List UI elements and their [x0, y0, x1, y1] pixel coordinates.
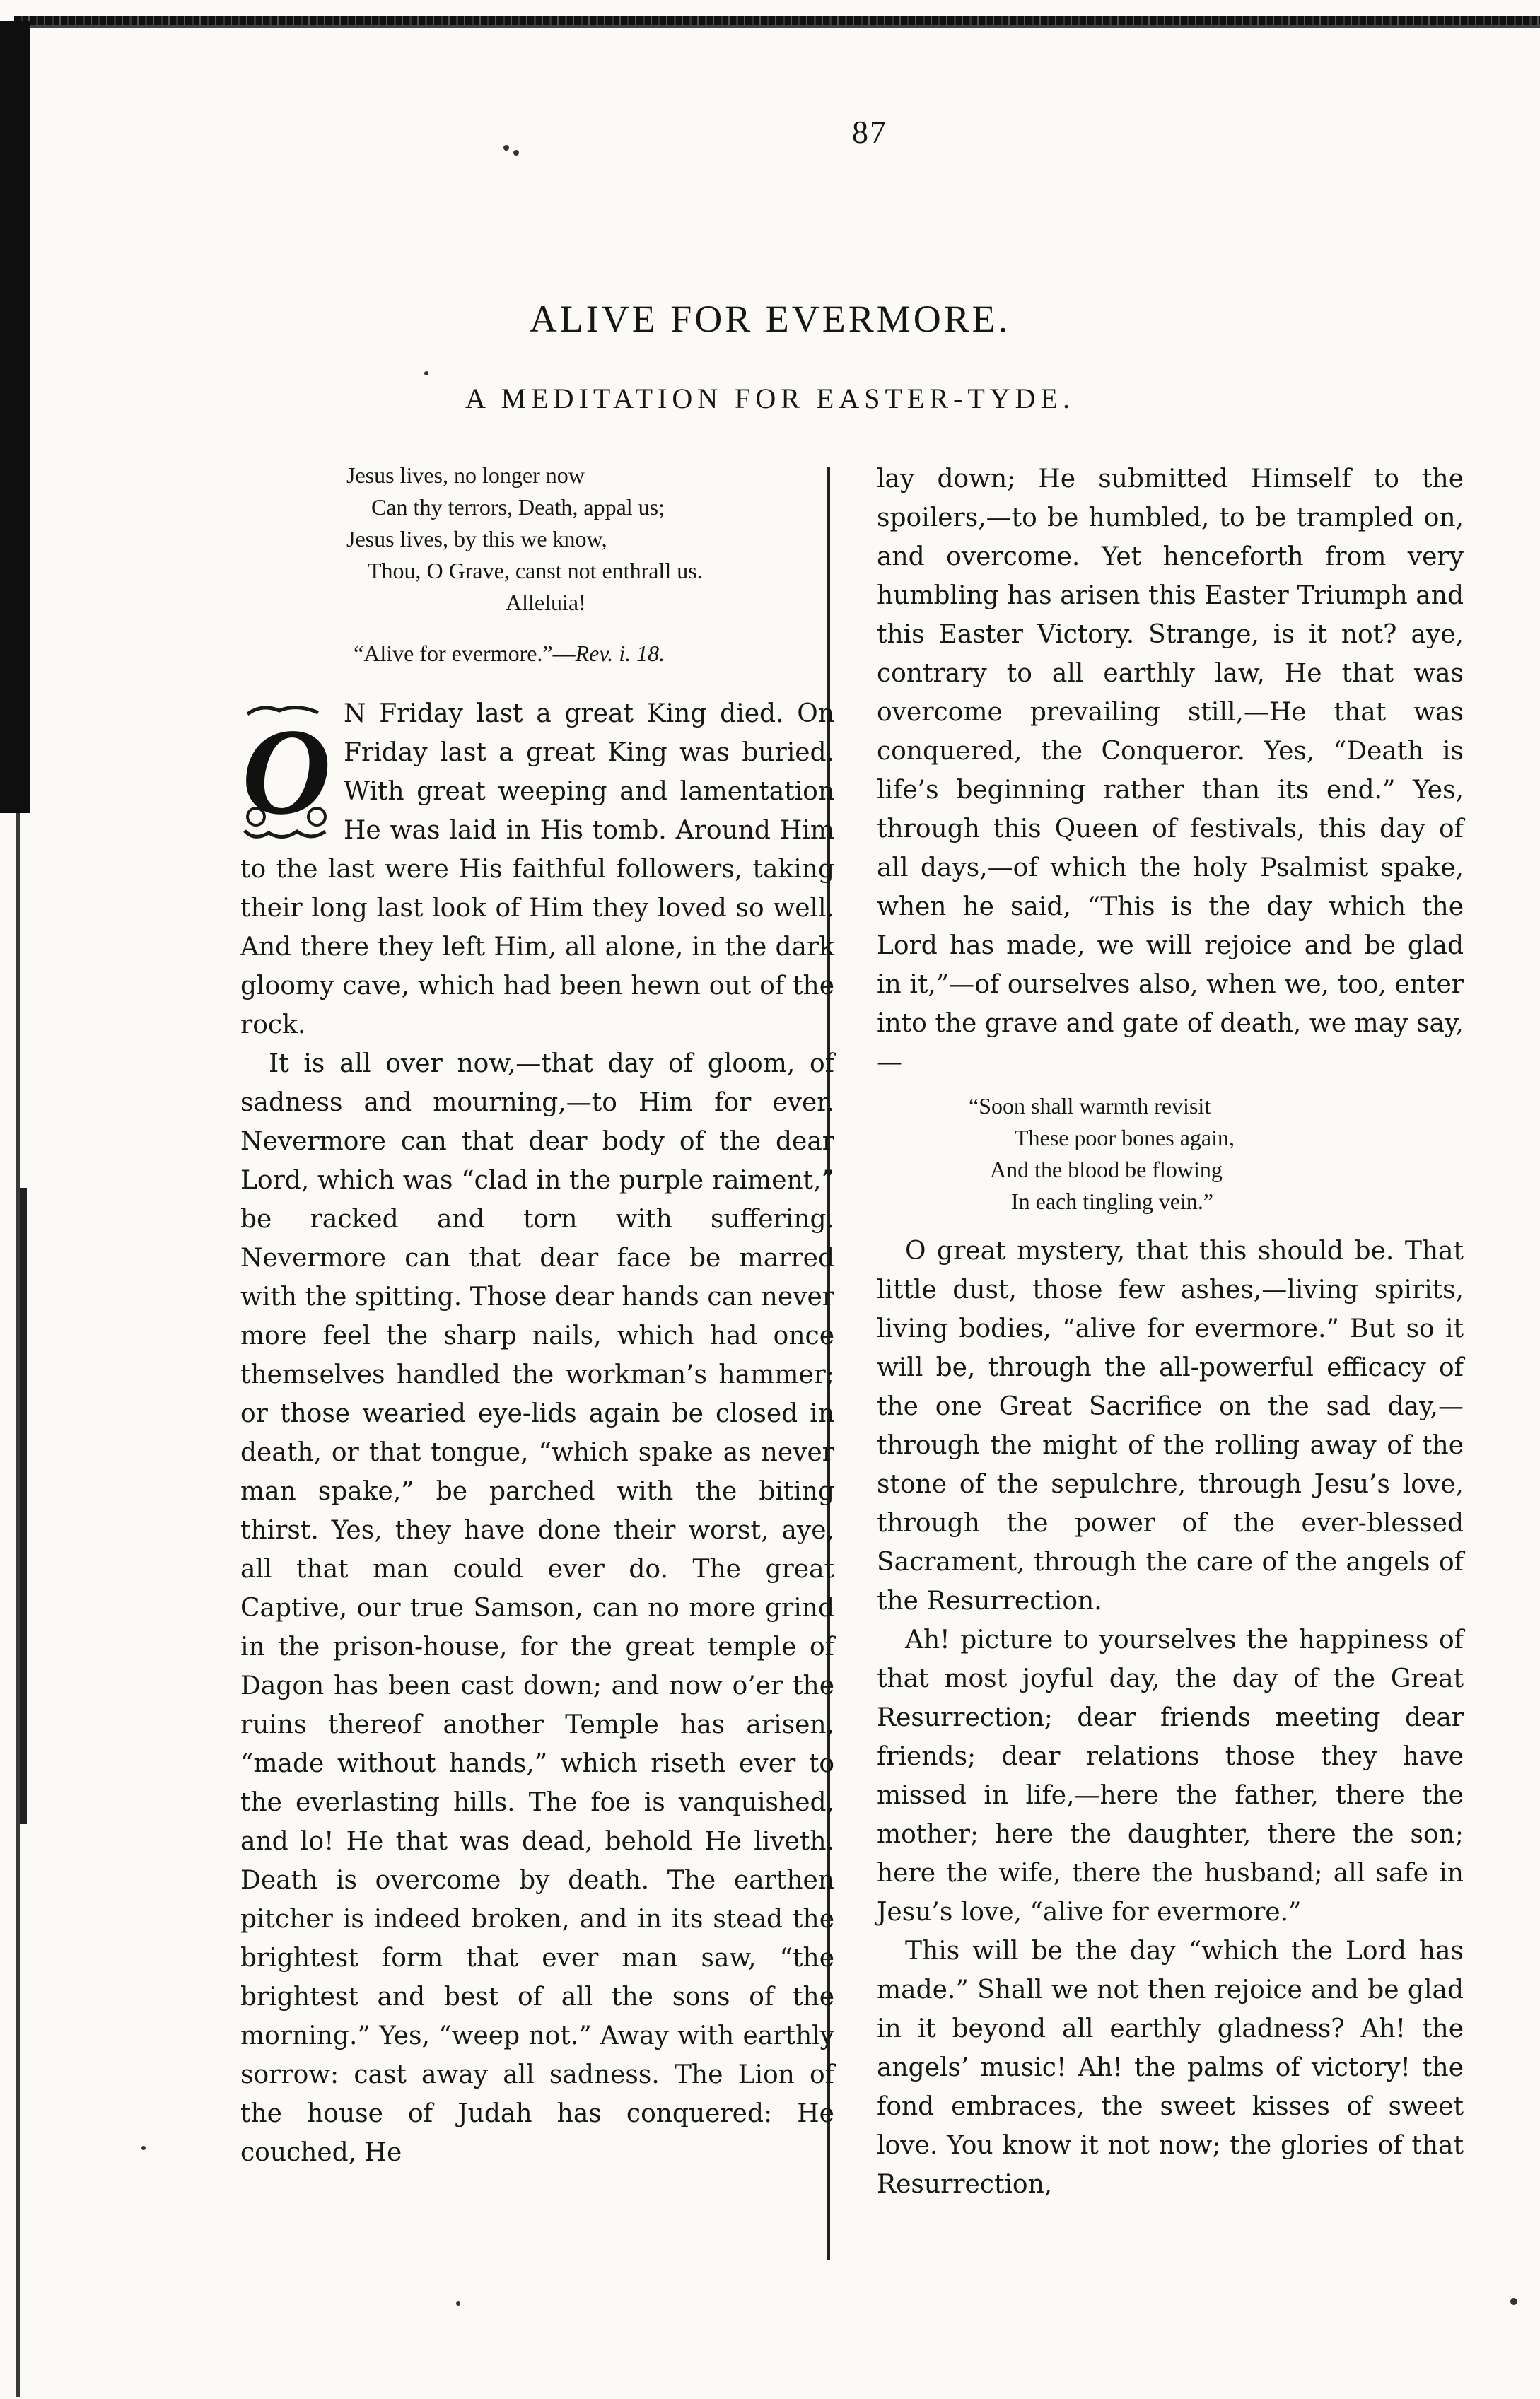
right-column — [877, 460, 1464, 2204]
paragraph-6: This will be the day “which the Lord has made.” Shall we not then rejoice and be glad in it beyond all earthly gladness? Ah! the angels’ music! Ah! the palms of victory! the fond embraces, the sweet kisses of sweet love. You know it not now; the glories of that Resurrection, — [877, 1937, 1464, 2199]
inline-verse — [877, 1090, 1464, 1218]
paragraph-1 — [240, 694, 834, 1044]
page-number: 87 — [852, 114, 887, 150]
epigraph-verse — [240, 460, 834, 619]
paragraph-text: N Friday last a great King died. On Friday last a great King was buried. With great weeping and lamentation He was laid in His tomb. Around Him to the last were His faithful followers, taking their long last look of Him they loved so well. And there they left Him, all alone, in the dark gloomy cave, which had been hewn out of the rock. — [240, 699, 834, 1039]
verse-line: Can thy terrors, Death, appal us; — [371, 494, 665, 520]
scan-speck — [141, 2146, 146, 2150]
verse-line: Jesus lives, no longer now — [346, 462, 585, 488]
scan-speck — [424, 371, 428, 375]
drop-cap-ornament-icon — [240, 700, 332, 845]
verse-line: Alleluia! — [506, 590, 586, 615]
scan-speck — [1510, 2298, 1517, 2305]
scan-edge-top — [14, 16, 1540, 25]
scan-speck — [456, 2301, 460, 2306]
verse-line: Jesus lives, by this we know, — [346, 526, 607, 551]
verse-line: These poor bones again, — [1015, 1125, 1235, 1150]
drop-cap-letter: O — [241, 703, 332, 840]
verse-line: “Soon shall warmth revisit — [969, 1093, 1211, 1119]
scan-edge-top-line — [14, 25, 1540, 28]
paragraph-3: lay down; He submitted Himself to the spoilers,—to be humbled, to be trampled on, and overcome. Yet henceforth from very humbling has arisen this Easter Triumph and this Easter Victory. Strange, is it not? aye, contrary to all earthly law, He that was overcome prevailing still,—He that was conquered, the Conqueror. Yes, “Death is life’s beginning rather than its end.” Yes, through this Queen of festivals, this day of all days,—of which the holy Psalmist spake, when he said, “This is the day which the Lord has made, we will rejoice and be glad in it,”—of ourselves also, when we, too, enter into the grave and gate of death, we may say,— — [877, 465, 1464, 1077]
citation-reference: Rev. i. 18. — [575, 641, 665, 666]
epigraph-citation — [354, 634, 834, 673]
verse-line: And the blood be flowing — [990, 1157, 1223, 1182]
scan-speck — [503, 145, 509, 151]
scan-edge-left — [0, 21, 30, 813]
page-subtitle: A MEDITATION FOR EASTER-TYDE. — [465, 383, 1075, 414]
paragraph-4: O great mystery, that this should be. That little dust, those few ashes,—living spirits, living bodies, “alive for evermore.” But so it will be, through the all-powerful efficacy of the one Great Sacrifice on the sad day,—through the might of the rolling away of the stone of the sepulchre, through Jesu’s love, through the power of the ever-blessed Sacrament, through the care of the angels of the Resurrection. — [877, 1237, 1464, 1616]
left-column — [240, 460, 834, 2172]
page-title: ALIVE FOR EVERMORE. — [529, 298, 1011, 340]
citation-quote: “Alive for evermore.”— — [354, 641, 576, 666]
verse-line: In each tingling vein.” — [1011, 1189, 1214, 1214]
drop-cap — [240, 700, 332, 845]
paragraph-5: Ah! picture to yourselves the happiness of that most joyful day, the day of the Great Resurrection; dear friends meeting dear friends; dear relations those they have missed in life,—here the father, there the mother; here the daughter, there the son; here the wife, there the husband; all safe in Jesu’s love, “alive for evermore.” — [877, 1625, 1464, 1927]
verse-line: Thou, O Grave, canst not enthrall us. — [368, 558, 703, 583]
scan-edge-left-mark — [20, 1188, 27, 1824]
paragraph-2: It is all over now,—that day of gloom, of sadness and mourning,—to Him for ever. Nevermore can that dear body of the dear Lord, which was “clad in the purple raiment,” be racked and torn with suffering. Nevermore can that dear face be marred with the spitting. Those dear hands can never more feel the sharp nails, which had once themselves handled the workman’s hammer; or those wearied eye-lids again be closed in death, or that tongue, “which spake as never man spake,” be parched with the biting thirst. Yes, they have done their worst, aye, all that man could ever do. The great Captive, our true Samson, can no more grind in the prison-house, for the great temple of Dagon has been cast down; and now o’er the ruins thereof another Temple has arisen, “made without hands,” which riseth ever to the everlasting hills. The foe is vanquished, and lo! He that was dead, behold He liveth. Death is overcome by death. The earthen pitcher is indeed broken, and in its stead the brightest form that ever man saw, “the brightest and best of all the sons of the morning.” Yes, “weep not.” Away with earthly sorrow: cast away all sadness. The Lion of the house of Judah has conquered: He couched, He — [240, 1049, 834, 2167]
scan-speck — [513, 150, 519, 156]
